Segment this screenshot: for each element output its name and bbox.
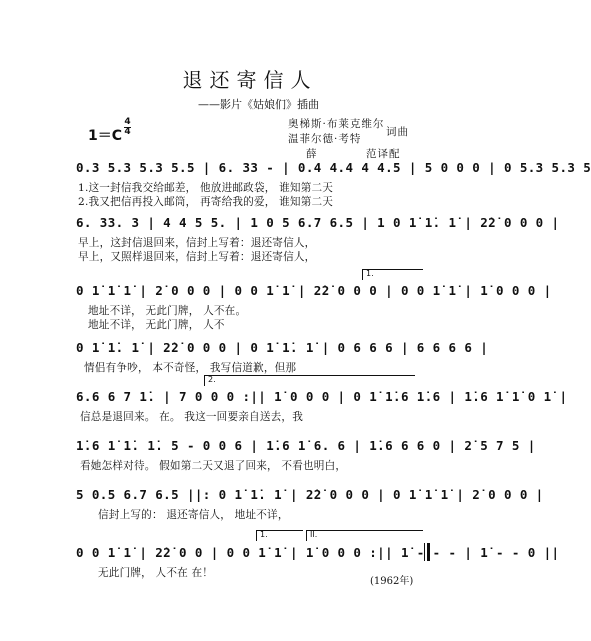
- lyric-line: 早上，又照样退回来，信封上写着：退还寄信人，: [78, 251, 316, 263]
- lyric-line: 情侣有争吵， 本不奇怪， 我写信道歉，但那: [84, 362, 297, 374]
- lyric-line: 1.这一封信我交给邮差， 他放进邮政袋， 谁知第二天: [78, 182, 334, 194]
- lyric-line: 信封上写的： 退还寄信人， 地址不详，: [98, 509, 289, 521]
- lyric-line: 2.我又把信再投入邮筒， 再寄给我的爱， 谁知第二天: [78, 196, 334, 208]
- lyricist-composer-role: 词曲: [386, 126, 409, 138]
- notation-row: 6.6 6 7 1̇. | 7 0 0 0 :|| 1̇ 0 0 0 | 0 1̇ 1̇.6 1̇.6 | 1̇.6 1̇ 1̇ 0 1̇ |: [76, 389, 568, 404]
- volta-bracket: [362, 269, 423, 280]
- lyric-line: 看她怎样对待。 假如第二天又退了回来， 不看也明白，: [80, 460, 347, 472]
- volta-bracket: [306, 530, 423, 541]
- lyric-line: 信总是退回来。 在。 我这一回要亲自送去，我: [80, 411, 304, 423]
- volta-label: 1.: [260, 530, 268, 539]
- translator-name: 薛: [306, 148, 318, 160]
- song-title: 退还寄信人: [182, 68, 318, 92]
- final-barline-thin: [424, 543, 425, 561]
- key-signature: 1＝C: [88, 128, 123, 144]
- lyricist-composer-name-1: 奥梯斯·布莱克维尔: [288, 118, 385, 130]
- volta-bracket: [256, 530, 303, 541]
- final-barline-thick: [427, 543, 430, 561]
- notation-row: 0 1̇ 1̇ 1̇ | 2̇ 0 0 0 | 0 0 1̇ 1̇ | 2̇2̇ 0 0 0 | 0 0 1̇ 1̇ | 1̇ 0 0 0 |: [76, 283, 552, 298]
- notation-row: 0.3 5.3 5.3 5.5 | 6. 33 - | 0.4 4.4 4 4.5 | 5 0 0 0 | 0 5.3 5.3 5: [76, 160, 591, 175]
- composition-year: (1962年): [370, 576, 414, 587]
- lyric-line: 地址不详， 无此门牌， 人不: [88, 319, 225, 331]
- lyric-line: 地址不详， 无此门牌， 人不在。: [88, 305, 247, 317]
- song-subtitle: ——影片《姑娘们》插曲: [198, 98, 319, 111]
- notation-row: 6. 33. 3 | 4 4 5 5. | 1 0 5 6.7 6.5 | 1 0 1̇ 1̇. 1̇ | 2̇2̇ 0 0 0 |: [76, 215, 560, 230]
- lyricist-composer-name-2: 温菲尔德·考特: [288, 133, 362, 145]
- time-signature-bottom: 4: [124, 127, 131, 137]
- time-signature-top: 4: [124, 117, 131, 127]
- notation-row: 1̇.6 1̇ 1̇. 1̇. 5 - 0 0 6 | 1̇.6 1̇ 6. 6 | 1̇.6 6 6 0 | 2̇ 5 7 5 |: [76, 438, 536, 453]
- lyric-line: 早上，这封信退回来，信封上写着：退还寄信人，: [78, 237, 316, 249]
- translator-role: 范译配: [366, 148, 401, 160]
- notation-row: 0 0 1̇ 1̇ | 2̇2̇ 0 0 | 0 0 1̇ 1̇ | 1̇ 0 0 0 :|| 1̇ - - - | 1̇ - - 0 ||: [76, 545, 560, 560]
- notation-row: 0 1̇ 1̇. 1̇ | 2̇2̇ 0 0 0 | 0 1̇ 1̇. 1̇ | 0 6 6 6 | 6 6 6 6 |: [76, 340, 489, 355]
- notation-row: 5 0.5 6.7 6.5 ||: 0 1̇ 1̇. 1̇ | 2̇2̇ 0 0 0 | 0 1̇ 1̇ 1̇ | 2̇ 0 0 0 |: [76, 487, 544, 502]
- volta-label: II.: [310, 530, 318, 539]
- time-signature: [124, 118, 131, 137]
- volta-bracket: [204, 375, 415, 386]
- volta-label: 1.: [366, 269, 374, 278]
- lyric-line: 无此门牌， 人不在 在！: [98, 567, 214, 579]
- volta-label: 2.: [208, 375, 216, 384]
